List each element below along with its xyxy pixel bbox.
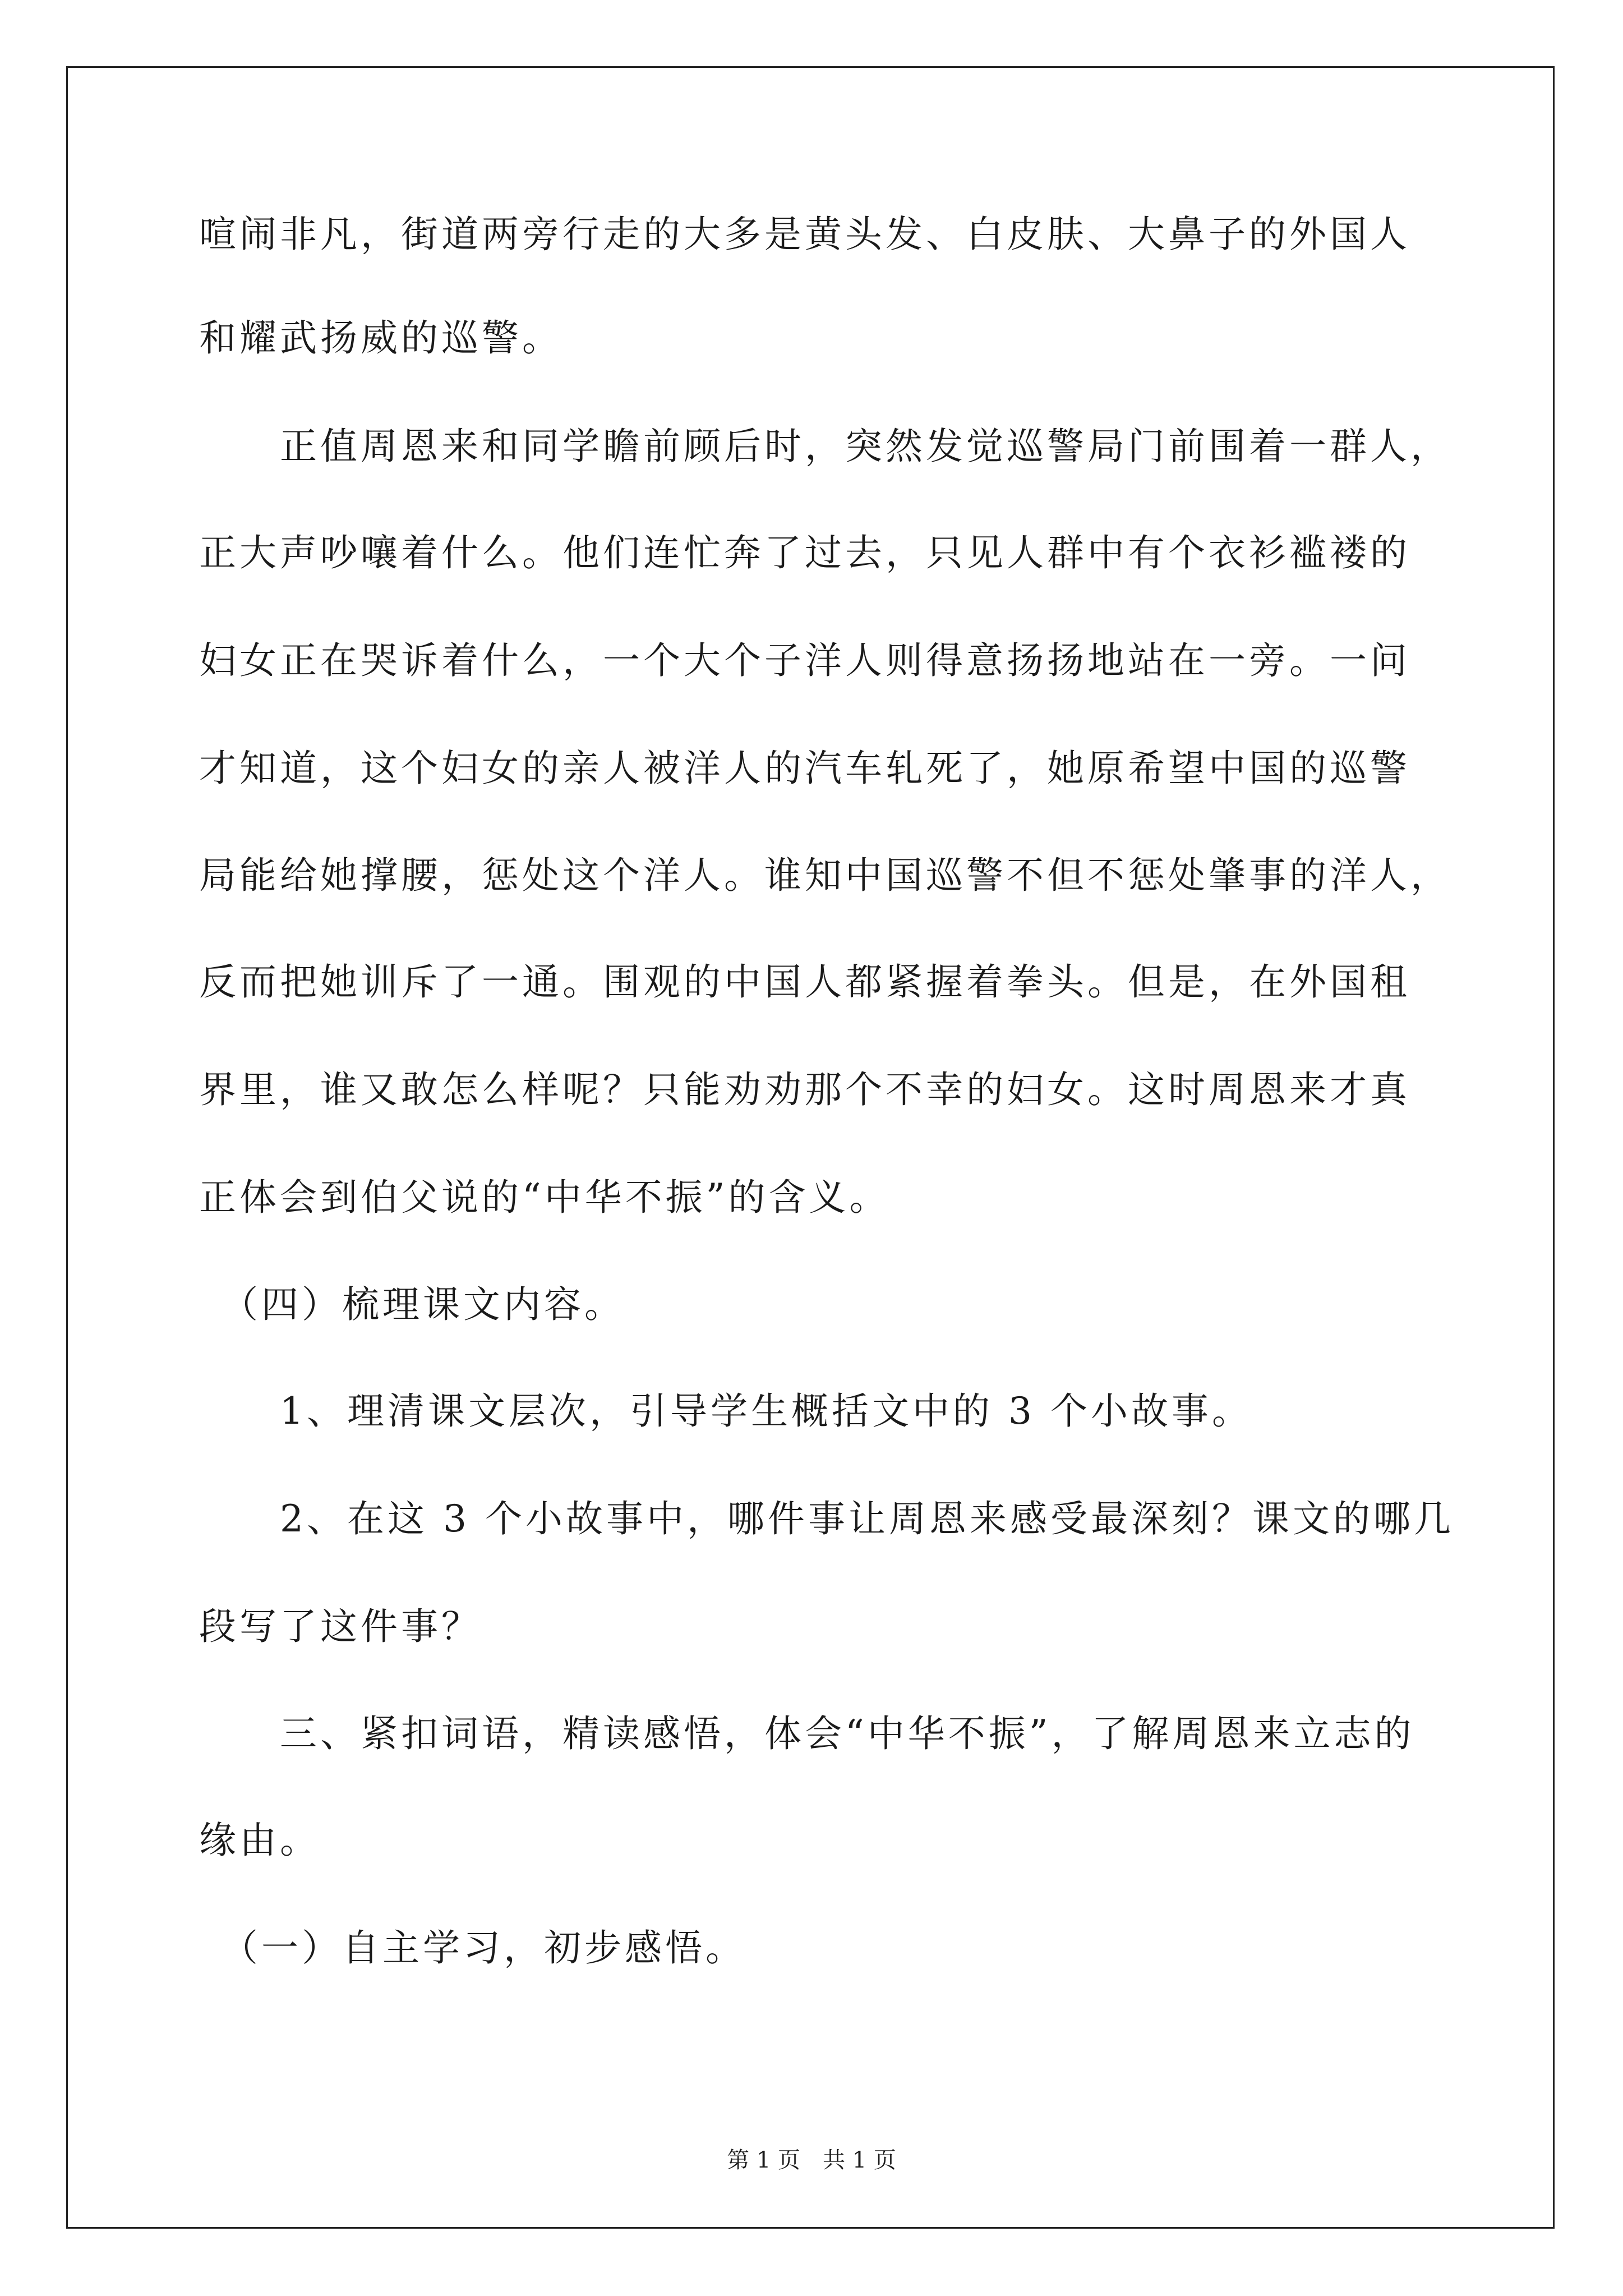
page-frame (66, 66, 1555, 2229)
text-line: 喧闹非凡，街道两旁行走的大多是黄头发、白皮肤、大鼻子的外国人 (199, 213, 1410, 256)
text-line: 段写了这件事？ (199, 1605, 482, 1648)
text-line: 缘由。 (199, 1819, 320, 1862)
text-line: 反而把她训斥了一通。围观的中国人都紧握着拳头。但是，在外国租 (199, 960, 1410, 1004)
text-line: （一）自主学习，初步感悟。 (199, 1926, 746, 1970)
text-line: （四）梳理课文内容。 (199, 1283, 625, 1326)
text-line: 局能给她撑腰，惩处这个洋人。谁知中国巡警不但不惩处肇事的洋人， (199, 854, 1451, 897)
text-line: 正值周恩来和同学瞻前顾后时，突然发觉巡警局门前围着一群人， (199, 425, 1451, 468)
text-line: 正体会到伯父说的“中华不振”的含义。 (199, 1176, 890, 1219)
text-line: 界里，谁又敢怎么样呢？只能劝劝那个不幸的妇女。这时周恩来才真 (199, 1068, 1410, 1111)
text-line: 才知道，这个妇女的亲人被洋人的汽车轧死了，她原希望中国的巡警 (199, 747, 1410, 790)
text-line: 1、理清课文层次，引导学生概括文中的 3 个小故事。 (199, 1389, 1252, 1433)
text-line: 妇女正在哭诉着什么，一个大个子洋人则得意扬扬地站在一旁。一问 (199, 639, 1410, 682)
text-line: 和耀武扬威的巡警。 (199, 316, 562, 360)
page-footer: 第 1 页 共 1 页 (727, 2147, 896, 2173)
text-line: 正大声吵嚷着什么。他们连忙奔了过去，只见人群中有个衣衫褴褛的 (199, 531, 1410, 574)
text-line: 2、在这 3 个小故事中，哪件事让周恩来感受最深刻？课文的哪几 (199, 1497, 1454, 1540)
text-line: 三、紧扣词语，精读感悟，体会“中华不振”，了解周恩来立志的 (199, 1712, 1415, 1755)
